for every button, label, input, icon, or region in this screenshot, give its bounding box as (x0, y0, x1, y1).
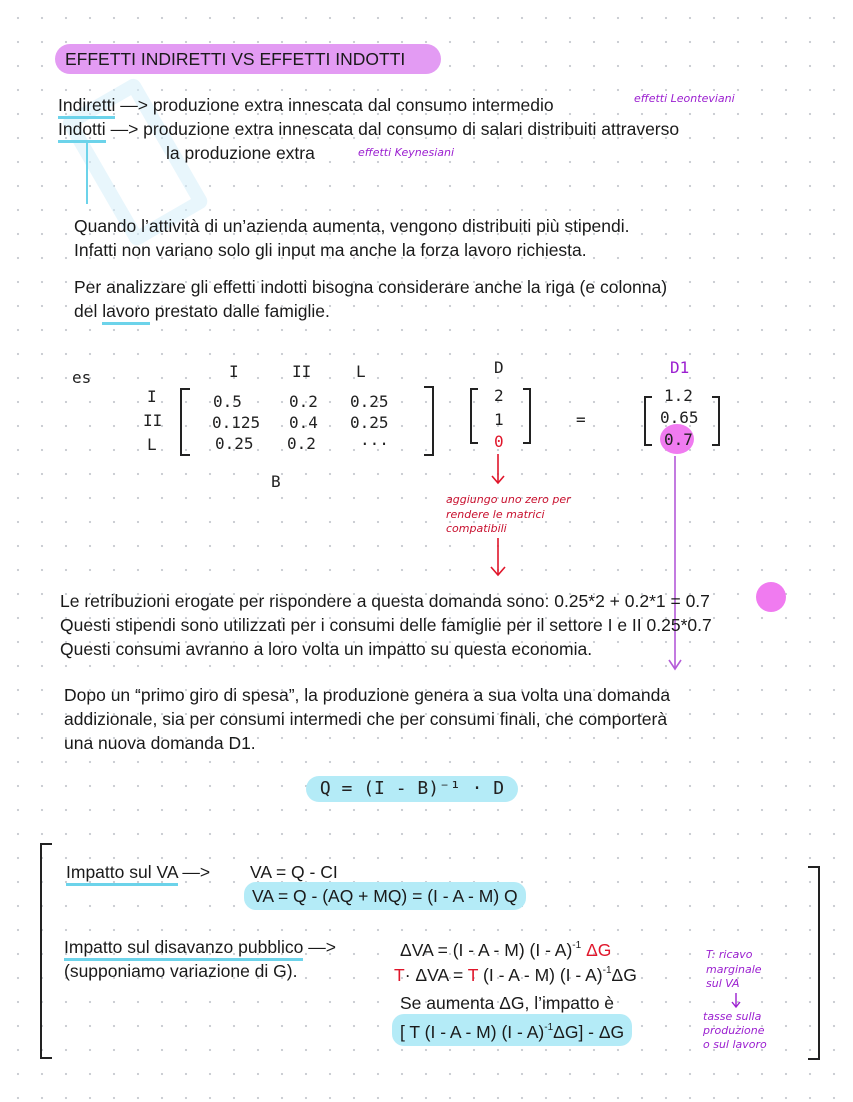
para3-line1-value: 0.7 (685, 591, 710, 611)
purple-arrow-down (664, 454, 688, 676)
b-r2c3: 0.25 (350, 413, 389, 432)
impact-va-arrow: —> (182, 862, 211, 882)
deficit-line3: Se aumenta ΔG, l’impatto è (400, 993, 615, 1013)
indotti-note: effetti Keynesiani (358, 146, 455, 159)
b-r1c1: 0.5 (213, 392, 242, 411)
indiretti-note: effetti Leonteviani (634, 92, 735, 105)
d1-label: D1 (670, 358, 690, 377)
indiretti-term: Indiretti (58, 95, 115, 119)
d1-right-bracket (712, 396, 720, 446)
para1-line1: Quando l’attività di un’azienda aumenta, vengono distribuiti più stipendi. (74, 216, 630, 236)
para2-line2 (74, 299, 330, 323)
col-header-3: L (356, 362, 366, 381)
impact-deficit-note: (supponiamo variazione di G). (64, 961, 298, 981)
deficit-eq1-exp: -1 (572, 940, 582, 951)
deficit-eq2 (394, 959, 637, 987)
box-left-bracket (40, 843, 52, 1059)
deficit-eq2-t2: T (467, 965, 479, 985)
row-header-2: II (143, 411, 163, 430)
matrix-b-right-bracket (424, 386, 434, 456)
side-note-line4: tasse sulla (703, 1010, 762, 1023)
para3-line2: Questi stipendi sono utilizzati per i consumi delle famiglie per il settore I e II 0.25*0.7 (60, 615, 712, 635)
d-value-3: 0 (494, 432, 504, 451)
matrix-b-label: B (271, 472, 281, 491)
deficit-eq2-rest: (I - A - M) (I - A) (478, 965, 603, 985)
impact-deficit-row (64, 935, 336, 959)
b-r2c2: 0.4 (289, 413, 318, 432)
impact-deficit-arrow: —> (308, 937, 336, 957)
red-note-line1: aggiungo uno zero per (446, 493, 571, 506)
lavoro-underlined: lavoro (102, 301, 150, 325)
b-r1c2: 0.2 (289, 392, 318, 411)
d-value-2: 1 (494, 410, 504, 429)
indotti-text-1: —> produzione extra innescata dal consumo di salari distribuiti attraverso (110, 119, 680, 139)
formula-q: Q = (I - B)⁻¹ · D (306, 776, 518, 802)
para2-line1: Per analizzare gli effetti indotti bisogna considerare anche la riga (e colonna) (74, 277, 668, 297)
d1-value-2: 0.65 (660, 408, 699, 427)
deficit-eq1 (400, 934, 611, 962)
d1-left-bracket (644, 396, 652, 446)
d1-value-3: 0.7 (664, 430, 693, 449)
indiretti-text: —> produzione extra innescata dal consumo intermedio (120, 95, 554, 115)
side-note-line3: sul VA (706, 977, 740, 990)
para3-line1-text: Le retribuzioni erogate per rispondere a questa domanda sono: 0.25*2 + 0.2*1 = (60, 591, 686, 611)
b-r3c2: 0.2 (287, 434, 316, 453)
b-r3c3: ... (360, 430, 389, 449)
side-note-line6: o sul lavoro (703, 1038, 767, 1051)
side-note-line5: produzione (703, 1024, 765, 1037)
para2-line2-pre: del (74, 301, 103, 321)
deficit-eq1-dg: ΔG (586, 940, 612, 960)
page-title: EFFETTI INDIRETTI VS EFFETTI INDOTTI (55, 44, 441, 74)
side-note-line1: T: ricavo (706, 948, 753, 961)
deficit-eq2-end: ΔG (611, 965, 637, 985)
matrix-b-left-bracket (180, 388, 190, 456)
red-arrow-down-2 (486, 536, 516, 580)
para2-line2-post: prestato dalle famiglie. (149, 301, 330, 321)
para4-line1: Dopo un “primo giro di spesa”, la produzione genera a sua volta una domanda (64, 685, 671, 705)
deficit-eq2-mid: · ΔVA = (404, 965, 468, 985)
purple-small-arrow (728, 992, 744, 1010)
es-label: es (72, 368, 92, 387)
deficit-eq1-main: ΔVA = (I - A - M) (I - A) (400, 940, 573, 960)
red-note-line3: compatibili (446, 522, 507, 535)
d-label: D (494, 358, 504, 377)
deficit-line4-pre: [ T (I - A - M) (I - A) (400, 1022, 545, 1042)
para1-line2: Infatti non variano solo gli input ma anche la forza lavoro richiesta. (74, 240, 587, 260)
red-note-line2: rendere le matrici (446, 508, 545, 521)
b-r3c1: 0.25 (215, 434, 254, 453)
connector-line (86, 142, 88, 204)
box-right-bracket (808, 866, 820, 1060)
indotti-term: Indotti (58, 119, 106, 143)
deficit-line4-exp: -1 (544, 1022, 554, 1033)
row-header-1: I (147, 387, 157, 406)
deficit-line4-post: ΔG] - ΔG (553, 1022, 625, 1042)
equals-sign: = (576, 410, 586, 429)
d-value-1: 2 (494, 386, 504, 405)
para3-line1 (60, 589, 710, 613)
impact-va-label: Impatto sul VA (66, 862, 178, 886)
impact-va-eq2: VA = Q - (AQ + MQ) = (I - A - M) Q (244, 882, 526, 910)
indotti-definition (58, 117, 679, 141)
b-r1c3: 0.25 (350, 392, 389, 411)
impact-va-row (66, 860, 210, 884)
b-r2c1: 0.125 (212, 413, 261, 432)
para4-line2: addizionale, sia per consumi intermedi che per consumi finali, che comporterà (64, 709, 668, 729)
value-highlight (756, 582, 786, 612)
d1-value-1: 1.2 (664, 386, 693, 405)
deficit-eq2-t1: T (394, 965, 405, 985)
side-note-line2: marginale (706, 963, 762, 976)
col-header-1: I (229, 362, 239, 381)
d-left-bracket (470, 388, 478, 444)
indiretti-definition (58, 93, 554, 117)
d-right-bracket (523, 388, 531, 444)
para4-line3: una nuova domanda D1. (64, 733, 256, 753)
red-arrow-down-1 (486, 450, 516, 490)
deficit-line4 (392, 1014, 632, 1046)
impact-deficit-label: Impatto sul disavanzo pubblico (64, 937, 303, 961)
impact-va-eq1: VA = Q - CI (250, 862, 338, 882)
col-header-2: II (292, 362, 312, 381)
para3-line3: Questi consumi avranno a loro volta un impatto su questa economia. (60, 639, 593, 659)
deficit-eq2-exp: -1 (602, 965, 612, 976)
indotti-text-2: la produzione extra (166, 143, 315, 163)
row-header-3: L (147, 435, 157, 454)
